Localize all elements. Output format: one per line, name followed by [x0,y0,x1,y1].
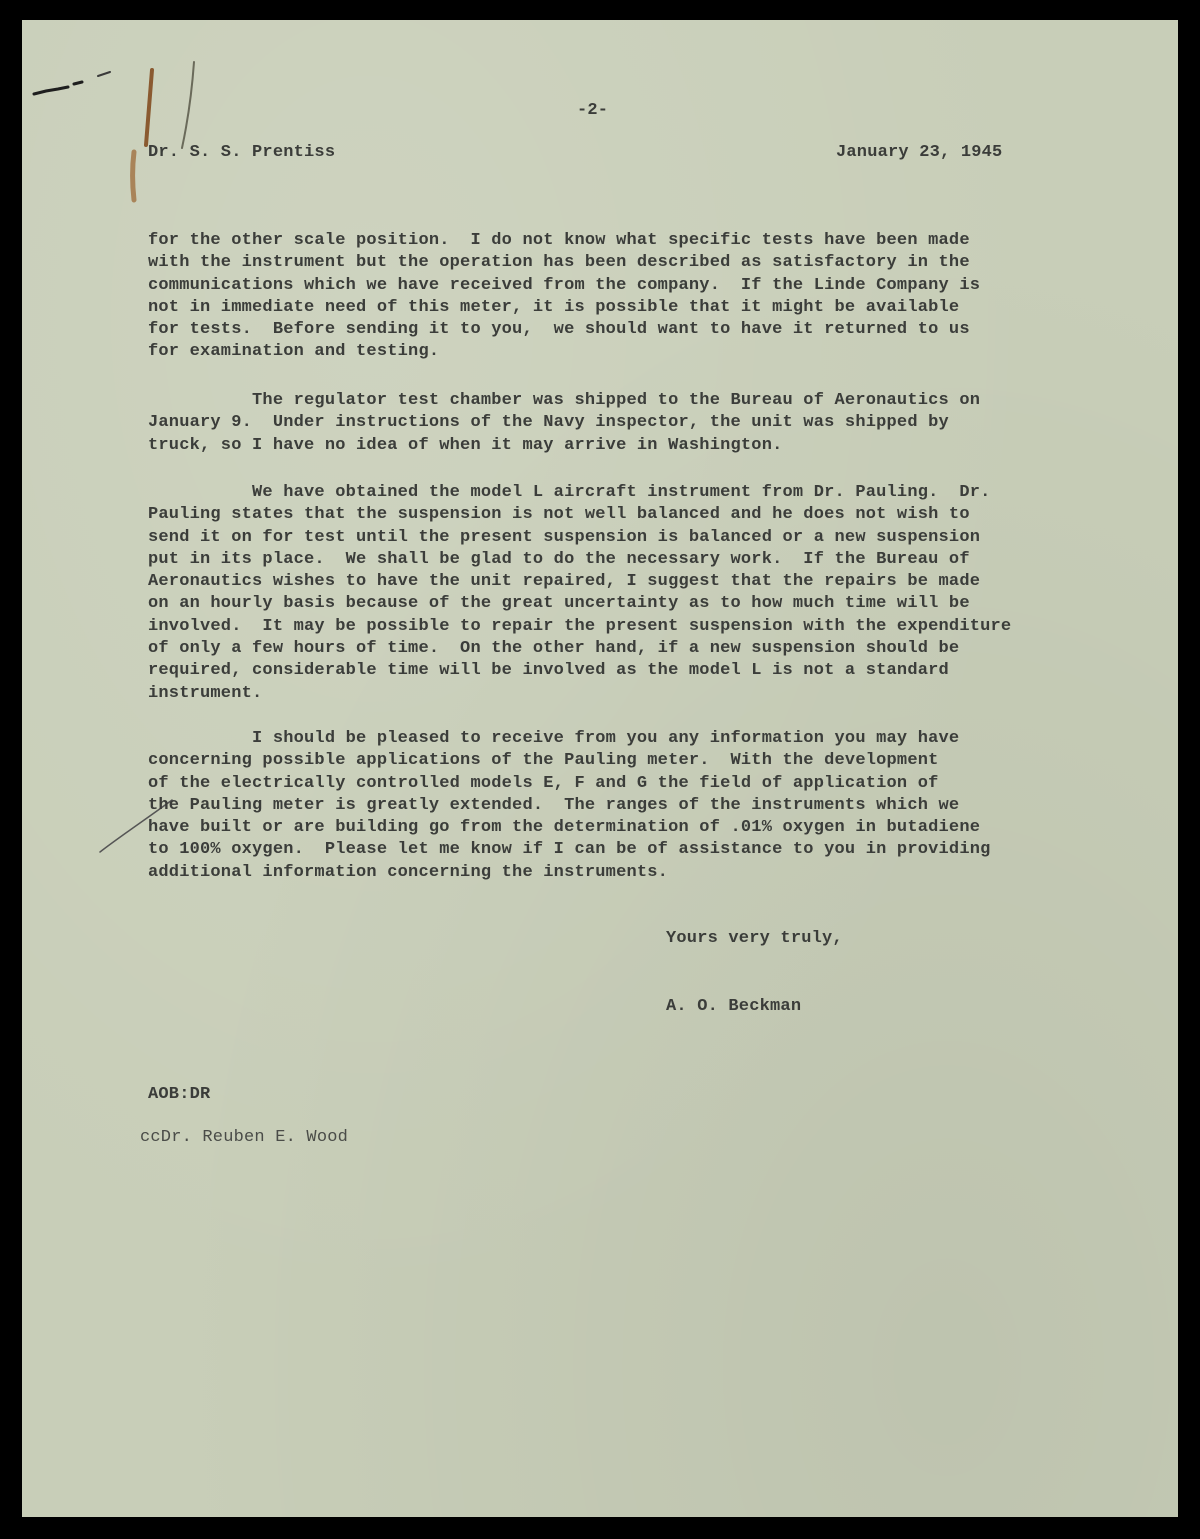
body-paragraph: for the other scale position. I do not know what specific tests have been made with the instrument but the operation has been described as satisfactory in the communications which we have received from the company. If the Linde Company is not in immediate need of this meter, it is possible that it might be available for tests. Before sending it to you, we should want to have it returned to us for examination and testing. [148,231,981,362]
letter-date: January 23, 1945 [836,143,1003,162]
recipient-name: Dr. S. S. Prentiss [148,143,336,162]
typist-initials: AOB:DR [148,1085,211,1104]
body-paragraph: We have obtained the model L aircraft instrument from Dr. Pauling. Dr. Pauling states that the suspension is not well balanced and he does not wish to send it on for test until the present suspension is balanced or a new suspension put in its place. We shall be glad to do the necessary work. If the Bureau of Aeronautics wishes to have the unit repaired, I suggest that the repairs be made on an hourly basis because of the great uncertainty as to how much time will be involved. It may be possible to repair the present suspension with the expenditure of only a few hours of time. On the other hand, if a new suspension should be required, considerable time will be involved as the model L is not a standard instrument. [148,483,1012,703]
page-number: -2- [577,101,609,120]
body-paragraph: The regulator test chamber was shipped to the Bureau of Aeronautics on January 9. Under instructions of the Navy inspector, the unit was shipped by truck, so I have no idea of when it may arrive in Washington. [148,391,981,455]
signer-name: A. O. Beckman [666,997,802,1016]
letter-page [22,20,1178,1517]
carbon-copy-line: ccDr. Reuben E. Wood [140,1128,349,1147]
body-paragraph: I should be pleased to receive from you any information you may have concerning possible applications of the Pauling meter. With the development of the electrically controlled models E, F and G the field of application of the Pauling meter is greatly extended. The ranges of the instruments which we have built or are building go from the determination of .01% oxygen in butadiene to 100% oxygen. Please let me know if I can be of assistance to you in providing additional information concerning the instruments. [148,729,991,882]
closing-salutation: Yours very truly, [666,929,843,948]
paper-stain-mark [22,50,222,220]
